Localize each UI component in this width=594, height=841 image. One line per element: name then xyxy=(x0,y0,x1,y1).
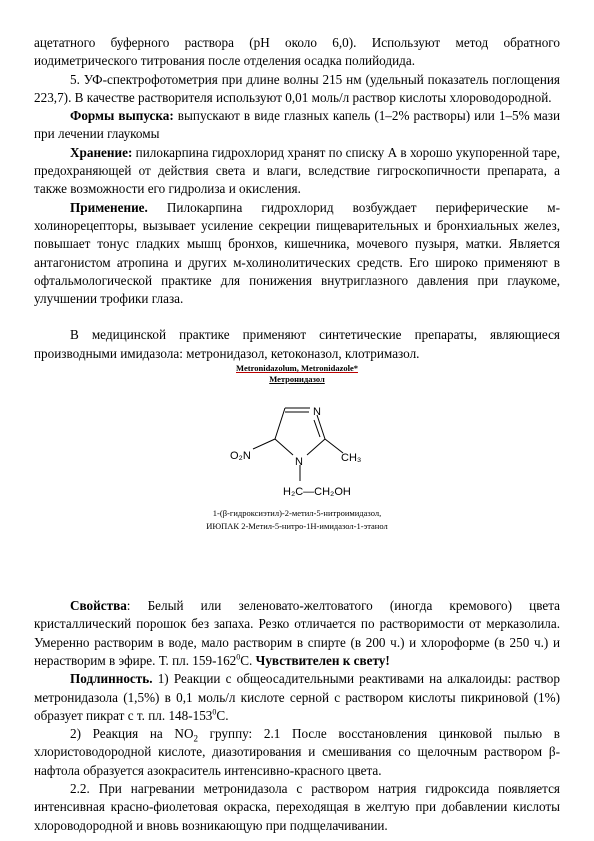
paragraph-storage xyxy=(34,144,560,199)
figure-caption-chemical: 1-(β-гидроксиэтил)-2-метил-5-нитроимидазол, xyxy=(212,508,382,519)
use-text: Пилокарпина гидрохлорид возбуждает периферические м-холинорецепторы, вызывает усиление секреции пищеварительных и бронхиальных желез, повышает тонус гладких мышц бронхов, кишечника, мочевого пузыря, матки. Является антагонистом атропина и других м-холинолитических средств. Его широко применяют в офтальмологической практике для понижения внутриглазного давления при глаукоме, улучшении трофики глаза. xyxy=(34,199,560,307)
forms-label: Формы выпуска: xyxy=(70,108,174,124)
props-degree: 0 xyxy=(236,652,241,662)
paragraph-reaction-2 xyxy=(34,725,560,780)
auth-text: 1) Реакции с общеосадительными реактивами на алкалоиды: раствор метронидазола (1,5%) в 0,1 моль/л кислоте серной с раствором кислоты пикриновой (1%) образует пикрат с т. пл. 148-153 xyxy=(34,671,560,723)
auth-label: Подлинность. xyxy=(70,671,153,687)
metronidazole-figure xyxy=(34,363,560,597)
auth-tail: С. xyxy=(216,707,229,723)
props-text: : Белый или зеленовато-желтоватого (иногда кремового) цвета кристаллический порошок без запаха. Резко отличается по растворимости от мерказолила. Умеренно растворим в воде, мало растворим в спирте (в 200 ч.) и хлороформе (в 250 ч.) и нерастворим в эфире. Т. пл. 159-162 xyxy=(34,598,560,668)
storage-text: пилокарпина гидрохлорид хранят по списку А в хорошо укупоренной таре, предохраняющей от действия света и влаги, вследствие гигроскопичности препарата, а также возможности его гидролиза и окисления. xyxy=(34,144,560,197)
r2-a: 2) Реакция на NO xyxy=(70,726,194,742)
atom-n-top: N xyxy=(313,406,321,419)
props-label: Свойства xyxy=(70,598,127,614)
forms-text: выпускают в виде глазных капель (1–2% растворы) или 1–5% мази при лечении глаукомы xyxy=(34,108,560,142)
document-page xyxy=(34,34,560,835)
atom-no2: O₂N xyxy=(230,450,251,463)
paragraph-reaction-2-2: 2.2. При нагревании метронидазола с раствором натрия гидроксида появляется интенсивная красно-фиолетовая окраска, переходящая в желтую при добавлении кислоты хлороводородной и вновь возникающую при подщелачивании. xyxy=(34,781,560,833)
figure-title-latin: Metronidazolum, Metronidazole* xyxy=(236,363,358,374)
paragraph-titration: ацетатного буферного раствора (pH около 6,0). Используют метод обратного иодиметрического титрования после отделения осадка полийодида. xyxy=(34,35,560,69)
structure-diagram xyxy=(227,393,377,503)
props-tail: С. xyxy=(240,652,256,668)
paragraph-properties xyxy=(34,597,560,670)
figure-caption-iupac: ИЮПАК 2-Метил-5-нитро-1Н-имидазол-1-этанол xyxy=(206,521,388,532)
use-label: Применение. xyxy=(70,199,148,215)
storage-label: Хранение: xyxy=(70,144,133,160)
props-warning: Чувствителен к свету! xyxy=(255,652,390,668)
figure-title-ru: Метронидазол xyxy=(269,374,325,385)
atom-ch2oh: H₂C—CH₂OH xyxy=(283,486,351,499)
paragraph-authenticity xyxy=(34,670,560,725)
r2-sub: 2 xyxy=(193,733,198,744)
auth-degree: 0 xyxy=(212,707,217,717)
atom-n-bottom: N xyxy=(295,456,303,469)
r2-b: группу: 2.1 После восстановления цинковой пылью в хлористоводородной кислоте, диазотирования и смешивания со щелочным раствором β-нафтола образуется азокраситель интенсивно-красного цвета. xyxy=(34,726,560,778)
paragraph-forms xyxy=(34,107,560,144)
atom-ch3: CH₃ xyxy=(341,452,362,465)
paragraph-intro: В медицинской практике применяют синтетические препараты, являющиеся производными имидазола: метронидазол, кетоконазол, клотримазол. xyxy=(34,327,560,361)
paragraph-uv: 5. УФ-спектрофотометрия при длине волны 215 нм (удельный показатель поглощения 223,7). В качестве растворителя используют 0,01 моль/л раствор кислоты хлороводородной. xyxy=(34,71,560,105)
paragraph-use xyxy=(34,199,560,309)
